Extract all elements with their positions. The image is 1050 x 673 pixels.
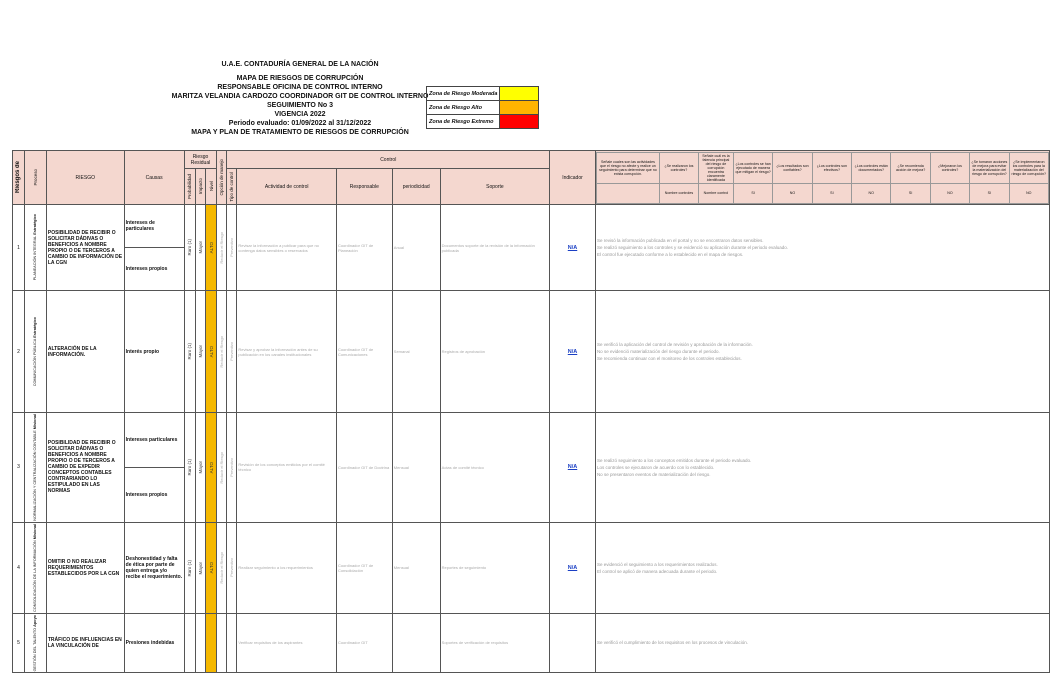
process-cell: GESTIÓN DEL TALENTO Apoyo	[24, 613, 46, 672]
row-number: 1	[13, 205, 25, 291]
followup-cell: Se revisó la información publicada en el portal y no se encontraron datos sensibles. Se realizó seguimiento a los controles y se evidenció su aplicación durante el periodo evaluado. El control fue ejecutado conforme a lo establecido en el mapa de riesgos.	[595, 205, 1049, 291]
header-proceso: Proceso	[24, 151, 46, 205]
level-cell	[206, 613, 217, 672]
process-cell: NORMALIZACIÓN Y CENTRALIZACIÓN CONTABLE Misional	[24, 413, 46, 523]
control-type-cell	[227, 613, 237, 672]
period-evaluated: Periodo evaluado: 01/09/2022 al 31/12/2022	[228, 120, 372, 127]
table-row	[13, 413, 1050, 468]
control-type-cell: Preventivo	[227, 413, 237, 523]
impact-cell: Mayor	[195, 522, 206, 613]
header-no: NO	[1009, 183, 1048, 203]
option-cell	[217, 613, 227, 672]
header-nivel: Nivel	[206, 169, 217, 205]
periodicity-cell: Mensual	[392, 413, 440, 523]
probability-cell: Raro (1)	[184, 522, 195, 613]
responsible-office: RESPONSABLE OFICINA DE CONTROL INTERNO	[217, 84, 383, 91]
periodicity-cell: Semanal	[392, 291, 440, 413]
cause-cell: Intereses propios	[124, 467, 184, 522]
header-si: SI	[733, 183, 772, 203]
header-indicador: Indicador	[550, 151, 596, 205]
header-no: NO	[773, 183, 812, 203]
responsible-cell: Coordinador GIT	[336, 613, 392, 672]
control-type-cell: Preventivo	[227, 522, 237, 613]
risk-description: OMITIR O NO REALIZAR REQUERIMIENTOS ESTABLECIDOS POR LA CGN	[46, 522, 124, 613]
header-q9: ¿Mejoraron los controles?	[930, 152, 969, 183]
legend-label: Zona de Riesgo Alto	[427, 101, 500, 115]
legend-row-moderate	[427, 87, 539, 101]
support-cell: Actas de comité técnico	[440, 413, 549, 523]
header-no: NO	[852, 183, 891, 203]
header-q10: ¿Se tomaron acciones de mejora para evitar la materialización del riesgo de corrupción?	[970, 152, 1009, 183]
header-riesgo-residual: Riesgo Residual	[184, 151, 217, 169]
legend-swatch-high	[500, 101, 539, 115]
responsible-cell: Coordinador GIT de Doctrina	[336, 413, 392, 523]
risk-description: TRÁFICO DE INFLUENCIAS EN LA VINCULACIÓN DE	[46, 613, 124, 672]
header-q5: ¿Los resultados son confiables?	[773, 152, 812, 183]
legend-label: Zona de Riesgo Moderada	[427, 87, 500, 101]
indicator-link[interactable]: N/A	[550, 291, 596, 413]
header-nombre-controles: Nombre controles	[659, 183, 698, 203]
probability-cell: Raro (1)	[184, 413, 195, 523]
header-followup	[595, 151, 1049, 205]
header-no: NO	[930, 183, 969, 203]
header-q4: ¿Los controles se han ejecutado de manera que mitigan el riesgo?	[733, 152, 772, 183]
probability-cell: Raro (1)	[184, 205, 195, 291]
legend-swatch-moderate	[500, 87, 539, 101]
process-cell: PLANEACIÓN INTEGRAL Estratégico	[24, 205, 46, 291]
header-impacto: Impacto	[195, 169, 206, 205]
coordinator-name: MARITZA VELANDIA CARDOZO COORDINADOR GIT DE CONTROL INTERNO	[171, 93, 429, 100]
row-number: 5	[13, 613, 25, 672]
header-q2: ¿Se realizaron los controles?	[659, 152, 698, 183]
header-responsable: Responsable	[336, 169, 392, 205]
legend-label: Zona de Riesgo Extremo	[427, 115, 500, 129]
process-cell: COMUNICACIÓN PÚBLICA Estratégico	[24, 291, 46, 413]
header-riesgos-de: Riesgos de	[13, 151, 25, 205]
risk-description: ALTERACIÓN DE LA INFORMACIÓN.	[46, 291, 124, 413]
option-cell: Reducir el Riesgo	[217, 205, 227, 291]
row-number: 4	[13, 522, 25, 613]
risk-map-table	[12, 150, 1050, 673]
level-cell: ALTO	[206, 522, 217, 613]
header-periodicidad: periodicidad	[392, 169, 440, 205]
cause-cell: Intereses de particulares	[124, 205, 184, 248]
support-cell: Registros de aprobación	[440, 291, 549, 413]
support-cell: Documentos soporte de la revisión de la información publicada	[440, 205, 549, 291]
risk-description: POSIBILIDAD DE RECIBIR O SOLICITAR DÁDIVAS O BENEFICIOS A NOMBRE PROPIO O DE TERCEROS A CAMBIO DE INFORMACIÓN DE LA CGN	[46, 205, 124, 291]
cause-cell: Intereses particulares	[124, 413, 184, 468]
header-actividad: Actividad de control	[237, 169, 337, 205]
followup-cell: Se realizó seguimiento a los conceptos emitidos durante el periodo evaluado. Los controles se ejecutaron de acuerdo con lo establecido. No se presentaron eventos de materialización del riesgo.	[595, 413, 1049, 523]
followup-cell: Se evidenció el seguimiento a los requerimientos realizados. El control se aplicó de manera adecuada durante el periodo.	[595, 522, 1049, 613]
support-cell: Soportes de verificación de requisitos	[440, 613, 549, 672]
header-control: Control	[227, 151, 550, 169]
header-q3: Señale cuál es la falencia principal del riesgo de corrupción encuentra claramente identificada	[698, 152, 733, 183]
table-row	[13, 205, 1050, 248]
option-cell: Reducir el Riesgo	[217, 522, 227, 613]
impact-cell	[195, 613, 206, 672]
indicator-link[interactable]: N/A	[550, 205, 596, 291]
option-cell: Reducir el Riesgo	[217, 291, 227, 413]
table-row	[13, 613, 1050, 672]
plan-title: MAPA Y PLAN DE TRATAMIENTO DE RIESGOS DE CORRUPCIÓN	[191, 129, 409, 136]
cause-cell: Intereses propios	[124, 248, 184, 291]
row-number: 2	[13, 291, 25, 413]
header-q8: ¿Se recomienda acción de mejora?	[891, 152, 930, 183]
header-q11: ¿Se implementaron los controles para la materialización del riesgo de corrupción?	[1009, 152, 1048, 183]
activity-cell: Revisar y aprobar la información antes de su publicación en los canales institucionales	[237, 291, 337, 413]
level-cell: ALTO	[206, 413, 217, 523]
table-row	[13, 522, 1050, 613]
header-si: SI	[891, 183, 930, 203]
activity-cell: Revisión de los conceptos emitidos por el comité técnico	[237, 413, 337, 523]
periodicity-cell: Mensual	[392, 522, 440, 613]
activity-cell: Revisar la información a publicar para que no contenga datos sensibles o reservados	[237, 205, 337, 291]
legend-swatch-extreme	[500, 115, 539, 129]
control-type-cell: Preventivo	[227, 291, 237, 413]
header-tipo-control: Tipo de control	[227, 169, 237, 205]
option-cell: Reducir el Riesgo	[217, 413, 227, 523]
level-cell: ALTO	[206, 291, 217, 413]
support-cell: Reportes de seguimiento	[440, 522, 549, 613]
indicator-link[interactable]: N/A	[550, 522, 596, 613]
impact-cell: Mayor	[195, 205, 206, 291]
header-nombre-control: Nombre control	[698, 183, 733, 203]
cause-cell: Deshonestidad y falta de ética por parte de quien entrega y/o recibe el requerimiento.	[124, 522, 184, 613]
impact-cell: Mayor	[195, 413, 206, 523]
indicator-link[interactable]: N/A	[550, 413, 596, 523]
followup-cell: Se verificó la aplicación del control de revisión y aprobación de la información. No se evidenció materialización del riesgo durante el periodo. Se recomienda continuar con el monitoreo de los controles establecidos.	[595, 291, 1049, 413]
header-soporte: Soporte	[440, 169, 549, 205]
entity-title: U.A.E. CONTADURÍA GENERAL DE LA NACIÓN	[221, 61, 379, 68]
cause-cell: Interés propio	[124, 291, 184, 413]
header-si: SI	[812, 183, 851, 203]
process-cell: CONSOLIDACIÓN DE LA INFORMACIÓN Misional	[24, 522, 46, 613]
activity-cell: Realizar seguimiento a los requerimientos	[237, 522, 337, 613]
row-number: 3	[13, 413, 25, 523]
responsible-cell: Coordinador GIT de Consolidación	[336, 522, 392, 613]
header-q1: Señale cuales son las actividades que el riesgo no afecte y realice un seguimiento para determinar que no exista corrupción.	[596, 152, 659, 183]
probability-cell	[184, 613, 195, 672]
periodicity-cell	[392, 613, 440, 672]
header-causas: Causas	[124, 151, 184, 205]
header-probabilidad: Probabilidad	[184, 169, 195, 205]
header-riesgo: RIESGO	[46, 151, 124, 205]
level-cell: ALTO	[206, 205, 217, 291]
map-title: MAPA DE RIESGOS DE CORRUPCIÓN	[236, 75, 364, 82]
risk-zone-legend	[426, 86, 539, 129]
followup-number: SEGUIMIENTO No 3	[267, 102, 333, 109]
header-si: SI	[970, 183, 1009, 203]
probability-cell: Raro (1)	[184, 291, 195, 413]
responsible-cell: Coordinador GIT de Planeación	[336, 205, 392, 291]
table-row	[13, 291, 1050, 413]
risk-description: POSIBILIDAD DE RECIBIR O SOLICITAR DÁDIVAS O BENEFICIOS A NOMBRE PROPIO O DE TERCEROS A CAMBIO DE EXPEDIR CONCEPTOS CONTABLES CONTRARIANDO LO ESTIPULADO EN LAS NORMAS	[46, 413, 124, 523]
vigencia: VIGENCIA 2022	[274, 111, 326, 118]
periodicity-cell: Anual	[392, 205, 440, 291]
legend-row-extreme	[427, 115, 539, 129]
legend-row-high	[427, 101, 539, 115]
cause-cell: Presiones indebidas	[124, 613, 184, 672]
control-type-cell: Preventivo	[227, 205, 237, 291]
responsible-cell: Coordinador GIT de Comunicaciones	[336, 291, 392, 413]
header-q7: ¿Los controles están documentados?	[852, 152, 891, 183]
followup-cell: Se verificó el cumplimiento de los requisitos en los procesos de vinculación.	[595, 613, 1049, 672]
header-opcion-manejo: Opción de manejo	[217, 151, 227, 205]
indicator-link[interactable]	[550, 613, 596, 672]
header-q6: ¿Los controles son efectivos?	[812, 152, 851, 183]
impact-cell: Mayor	[195, 291, 206, 413]
activity-cell: Verificar requisitos de los aspirantes	[237, 613, 337, 672]
